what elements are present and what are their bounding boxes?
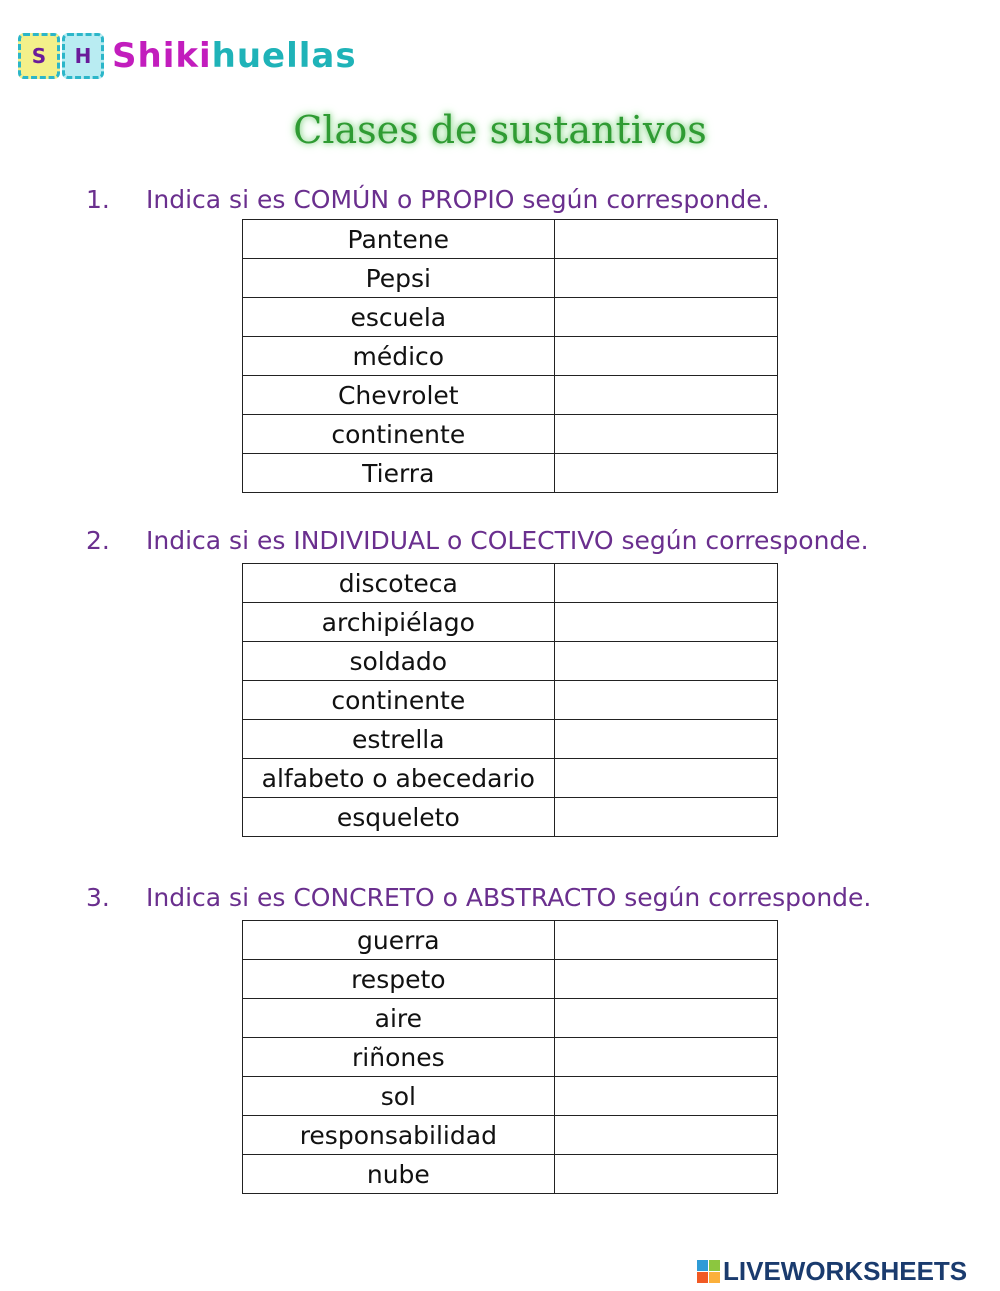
question-3 <box>86 883 871 912</box>
logo-word-part2: huellas <box>211 36 357 76</box>
word-cell: Chevrolet <box>243 376 555 415</box>
question-1 <box>86 185 770 214</box>
word-cell: Tierra <box>243 454 555 493</box>
question-instruction: Indica si es COMÚN o PROPIO según corresponde. <box>146 185 770 214</box>
blocks-icon <box>697 1260 720 1283</box>
puzzle-icon <box>18 33 104 79</box>
table-row <box>243 921 778 960</box>
answer-cell[interactable] <box>554 1155 777 1194</box>
table-row <box>243 337 778 376</box>
logo-piece-h: H <box>62 33 104 79</box>
table-row <box>243 999 778 1038</box>
word-table-3 <box>242 920 778 1194</box>
table-row <box>243 759 778 798</box>
answer-cell[interactable] <box>554 454 777 493</box>
answer-cell[interactable] <box>554 564 777 603</box>
logo-piece-s: S <box>18 33 60 79</box>
answer-cell[interactable] <box>554 1077 777 1116</box>
table-row <box>243 298 778 337</box>
question-number: 3. <box>86 883 110 912</box>
answer-cell[interactable] <box>554 999 777 1038</box>
word-cell: alfabeto o abecedario <box>243 759 555 798</box>
word-cell: escuela <box>243 298 555 337</box>
table-row <box>243 720 778 759</box>
answer-cell[interactable] <box>554 681 777 720</box>
table-row <box>243 1155 778 1194</box>
table-row <box>243 454 778 493</box>
question-number: 1. <box>86 185 110 214</box>
question-number: 2. <box>86 526 110 555</box>
answer-cell[interactable] <box>554 298 777 337</box>
answer-cell[interactable] <box>554 1038 777 1077</box>
table-row <box>243 1116 778 1155</box>
word-cell: aire <box>243 999 555 1038</box>
word-cell: médico <box>243 337 555 376</box>
table-row <box>243 798 778 837</box>
answer-cell[interactable] <box>554 759 777 798</box>
word-cell: responsabilidad <box>243 1116 555 1155</box>
question-instruction: Indica si es INDIVIDUAL o COLECTIVO según corresponde. <box>146 526 869 555</box>
liveworksheets-logo <box>697 1256 967 1287</box>
shikihuellas-logo <box>18 30 357 82</box>
logo-word-part1: Shiki <box>112 36 212 76</box>
table-row <box>243 1038 778 1077</box>
word-cell: guerra <box>243 921 555 960</box>
table-row <box>243 603 778 642</box>
answer-cell[interactable] <box>554 1116 777 1155</box>
word-cell: estrella <box>243 720 555 759</box>
answer-cell[interactable] <box>554 642 777 681</box>
answer-cell[interactable] <box>554 337 777 376</box>
word-cell: riñones <box>243 1038 555 1077</box>
word-cell: continente <box>243 681 555 720</box>
table-row <box>243 415 778 454</box>
word-cell: soldado <box>243 642 555 681</box>
table-row <box>243 1077 778 1116</box>
table-row <box>243 681 778 720</box>
liveworksheets-wordmark: LIVEWORKSHEETS <box>723 1256 968 1286</box>
word-cell: continente <box>243 415 555 454</box>
table-row <box>243 960 778 999</box>
word-table-2 <box>242 563 778 837</box>
word-cell: nube <box>243 1155 555 1194</box>
question-instruction: Indica si es CONCRETO o ABSTRACTO según corresponde. <box>146 883 872 912</box>
question-2 <box>86 526 869 555</box>
logo-wordmark <box>112 36 357 76</box>
word-cell: respeto <box>243 960 555 999</box>
table-row <box>243 376 778 415</box>
word-table-1 <box>242 219 778 493</box>
table-row <box>243 259 778 298</box>
answer-cell[interactable] <box>554 415 777 454</box>
answer-cell[interactable] <box>554 220 777 259</box>
answer-cell[interactable] <box>554 720 777 759</box>
answer-cell[interactable] <box>554 603 777 642</box>
answer-cell[interactable] <box>554 259 777 298</box>
word-cell: Pepsi <box>243 259 555 298</box>
word-cell: esqueleto <box>243 798 555 837</box>
word-cell: sol <box>243 1077 555 1116</box>
word-cell: discoteca <box>243 564 555 603</box>
table-row <box>243 564 778 603</box>
table-row <box>243 642 778 681</box>
answer-cell[interactable] <box>554 376 777 415</box>
page-title: Clases de sustantivos <box>293 108 707 152</box>
table-row <box>243 220 778 259</box>
answer-cell[interactable] <box>554 798 777 837</box>
answer-cell[interactable] <box>554 960 777 999</box>
word-cell: Pantene <box>243 220 555 259</box>
word-cell: archipiélago <box>243 603 555 642</box>
answer-cell[interactable] <box>554 921 777 960</box>
